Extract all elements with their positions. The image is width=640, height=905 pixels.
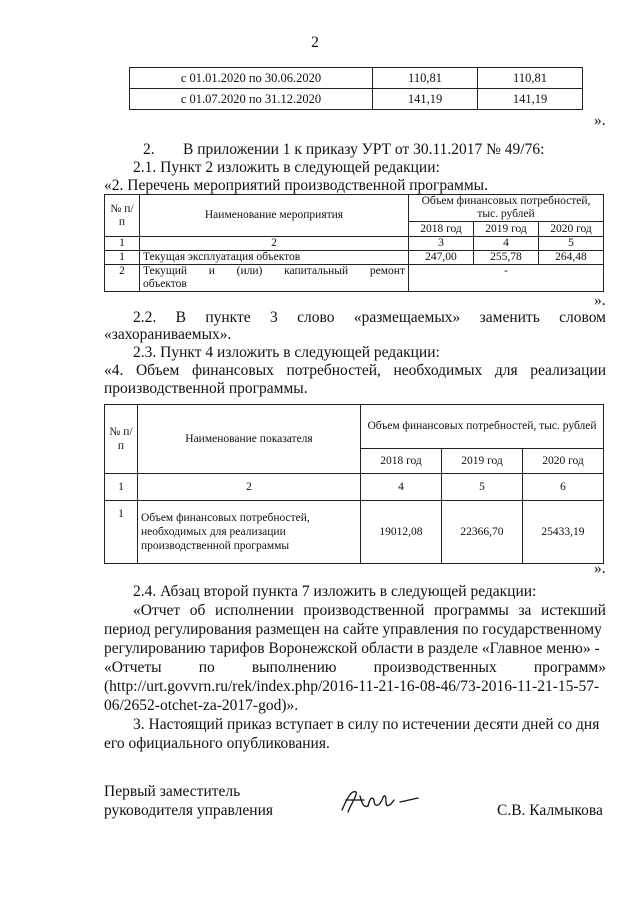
indicator-table: [104, 404, 604, 564]
word: ремонт: [369, 265, 405, 277]
subsection-2-2: [133, 309, 606, 327]
value-cell: 247,00: [409, 251, 474, 265]
col-num-header: № п/п: [105, 405, 138, 474]
value-cell: 141,19: [478, 89, 583, 110]
word: об: [189, 602, 206, 619]
period-cell: с 01.01.2020 по 30.06.2020: [130, 68, 373, 89]
table-header-row: [105, 405, 604, 449]
word: реализации: [530, 362, 606, 379]
value-cell: 264,48: [538, 251, 603, 265]
table-row: [105, 265, 604, 292]
close-quote: ».: [594, 560, 606, 577]
word: заменить: [479, 309, 540, 326]
word: необходимых: [393, 362, 483, 379]
row-name-line2: объектов: [143, 278, 187, 290]
word: выполнению: [251, 659, 337, 676]
word: финансовых: [191, 362, 274, 379]
signer-name: С.В. Калмыкова: [497, 802, 603, 819]
table-index-row: [105, 237, 604, 251]
value-cell: 25433,19: [522, 501, 603, 564]
year-header: 2020 год: [522, 448, 603, 473]
quote-line1: [133, 602, 606, 620]
indicator-heading-line2: производственной программы.: [104, 380, 308, 397]
table-row: [105, 501, 604, 564]
word: словом: [559, 309, 606, 326]
indicator-heading: [104, 362, 606, 380]
table-index-row: [105, 474, 604, 501]
year-header: 2019 год: [441, 448, 522, 473]
tariff-table: [129, 67, 583, 110]
value-cell: 19012,08: [361, 501, 442, 564]
row-num: 1: [105, 501, 138, 564]
word: по: [198, 659, 215, 676]
word: программ»: [533, 659, 606, 676]
index-cell: 4: [473, 237, 538, 251]
section-3-line1: 3. Настоящий приказ вступает в силу по истечении десяти дней со дня: [133, 716, 600, 733]
subsection-2-2-line2: «захораниваемых».: [104, 326, 232, 343]
handwritten-signature: [338, 786, 428, 816]
index-cell: 5: [538, 237, 603, 251]
col-name-header: Наименование показателя: [138, 405, 361, 474]
word: за: [518, 602, 532, 619]
section-number: 2.: [143, 141, 155, 158]
signer-title-line2: руководителя управления: [104, 802, 274, 819]
word: (или): [236, 265, 263, 277]
quote-line6: 06/2652-otchet-za-2017-god)».: [104, 697, 299, 714]
word: 3: [270, 309, 278, 326]
year-header: 2018 год: [361, 448, 442, 473]
year-header: 2020 год: [538, 222, 603, 237]
word: В: [175, 309, 186, 326]
word: и: [208, 265, 215, 277]
index-cell: 2: [140, 237, 409, 251]
value-cell: 110,81: [478, 68, 583, 89]
table-header-row: [105, 195, 604, 222]
word: потребностей,: [286, 362, 381, 379]
signer-title-line1: Первый заместитель: [104, 783, 241, 800]
col-name-header: Наименование мероприятия: [140, 195, 409, 237]
value-cell: 141,19: [373, 89, 478, 110]
value-cell: 22366,70: [441, 501, 522, 564]
value-cell: 110,81: [373, 68, 478, 89]
table-row: [130, 68, 583, 89]
measures-table: [104, 194, 604, 292]
section-text: В приложении 1 к приказу УРТ от 30.11.2017 № 49/76:: [183, 141, 545, 158]
word: Объем: [135, 362, 180, 379]
subsection-2-3: 2.3. Пункт 4 изложить в следующей редакции:: [133, 344, 440, 361]
measures-heading: «2. Перечень мероприятий производственной программы.: [104, 177, 488, 194]
index-cell: 1: [105, 237, 140, 251]
row-name: Объем финансовых потребностей, необходимых для реализации производственной программы: [138, 501, 361, 564]
quote-line4: [104, 659, 606, 677]
dash-cell: -: [409, 265, 604, 292]
word: слово: [297, 309, 335, 326]
word: Текущий: [143, 265, 188, 277]
page-number: 2: [311, 34, 319, 51]
row-num: 1: [105, 251, 140, 265]
table-row: [130, 89, 583, 110]
word: программы: [434, 602, 509, 619]
word: «размещаемых»: [353, 309, 461, 326]
row-num: 2: [105, 265, 140, 292]
word: капитальный: [284, 265, 349, 277]
index-cell: 4: [361, 474, 442, 501]
close-quote: ».: [594, 112, 606, 129]
year-header: 2018 год: [409, 222, 474, 237]
word: производственных: [373, 659, 497, 676]
subsection-2-4: 2.4. Абзац второй пункта 7 изложить в следующей редакции:: [133, 583, 537, 600]
index-cell: 6: [522, 474, 603, 501]
word: «4.: [104, 362, 124, 379]
word: исполнении: [215, 602, 294, 619]
value-cell: 255,78: [473, 251, 538, 265]
col-fin-header: Объем финансовых потребностей, тыс. рублей: [409, 195, 604, 222]
word: «Отчеты: [104, 659, 162, 676]
quote-line3: регулированию тарифов Воронежской области в разделе «Главное меню» -: [104, 640, 600, 657]
word: «Отчет: [133, 602, 181, 619]
row-name: [140, 265, 409, 292]
year-header: 2019 год: [473, 222, 538, 237]
quote-line2: период регулирования размещен на сайте управления по государственному: [104, 621, 602, 638]
close-quote: ».: [594, 292, 606, 309]
index-cell: 5: [441, 474, 522, 501]
index-cell: 2: [138, 474, 361, 501]
row-name-line1: [143, 265, 405, 278]
quote-line5: (http://urt.govvrn.ru/rek/index.php/2016-11-21-16-08-46/73-2016-11-21-15-57-: [104, 678, 600, 695]
table-row: [105, 251, 604, 265]
index-cell: 1: [105, 474, 138, 501]
word: пункте: [205, 309, 251, 326]
word: для: [494, 362, 518, 379]
row-name: Текущая эксплуатация объектов: [140, 251, 409, 265]
word: истекший: [541, 602, 606, 619]
col-num-header: № п/п: [105, 195, 140, 237]
col-fin-header: Объем финансовых потребностей, тыс. рублей: [361, 405, 604, 449]
section-3-line2: его официального опубликования.: [104, 735, 330, 752]
index-cell: 3: [409, 237, 474, 251]
word: 2.2.: [133, 309, 157, 326]
word: производственной: [303, 602, 425, 619]
period-cell: с 01.07.2020 по 31.12.2020: [130, 89, 373, 110]
subsection-2-1: 2.1. Пункт 2 изложить в следующей редакции:: [133, 159, 440, 176]
